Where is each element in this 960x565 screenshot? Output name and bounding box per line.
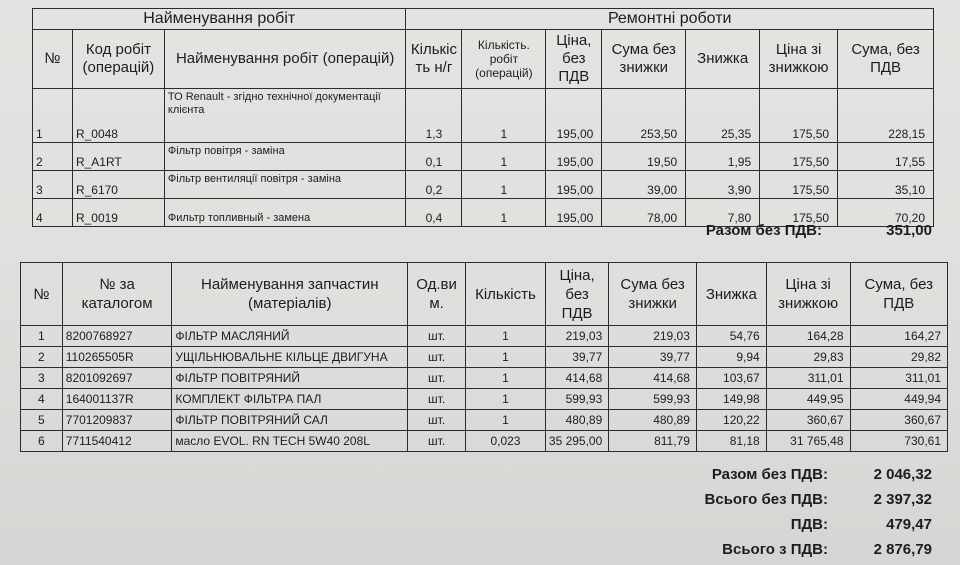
discounted-price: 175,50 bbox=[760, 171, 838, 199]
total-without-vat: 360,67 bbox=[850, 410, 947, 431]
sum-without-discount: 78,00 bbox=[602, 199, 686, 227]
work-total-label: Разом без ПДВ: bbox=[705, 222, 822, 239]
col-header: Ціна зі знижкою bbox=[760, 30, 838, 89]
row-number: 2 bbox=[21, 347, 63, 368]
col-header: Од.ви м. bbox=[408, 263, 466, 326]
part-name: ФІЛЬТР МАСЛЯНИЙ bbox=[172, 326, 408, 347]
unit: шт. bbox=[408, 410, 466, 431]
quantity: 1 bbox=[462, 199, 546, 227]
part-name: КОМПЛЕКТ ФІЛЬТРА ПАЛ bbox=[172, 389, 408, 410]
operation-code: R_A1RT bbox=[72, 143, 164, 171]
col-header: Ціна, без ПДВ bbox=[546, 30, 602, 89]
catalog-number: 8200768927 bbox=[62, 326, 172, 347]
catalog-number: 110265505R bbox=[62, 347, 172, 368]
discounted-price: 175,50 bbox=[760, 199, 838, 227]
table-row bbox=[21, 347, 948, 368]
operation-name: Фильтр топливный - замена bbox=[164, 199, 406, 227]
table-row bbox=[33, 143, 934, 171]
vat-label: ПДВ: bbox=[790, 516, 828, 533]
col-header: № за каталогом bbox=[62, 263, 172, 326]
unit: шт. bbox=[408, 389, 466, 410]
row-number: 4 bbox=[21, 389, 63, 410]
quantity: 1 bbox=[466, 347, 546, 368]
discount: 54,76 bbox=[696, 326, 766, 347]
col-header: Найменування запчастин (матеріалів) bbox=[172, 263, 408, 326]
table-row bbox=[33, 89, 934, 143]
operation-code: R_6170 bbox=[72, 171, 164, 199]
discount: 81,18 bbox=[696, 431, 766, 452]
sum-without-discount: 414,68 bbox=[609, 368, 697, 389]
col-header: Кількість bbox=[466, 263, 546, 326]
catalog-number: 164001137R bbox=[62, 389, 172, 410]
total-without-vat: 449,94 bbox=[850, 389, 947, 410]
discounted-price: 29,83 bbox=[766, 347, 850, 368]
col-header: Знижка bbox=[696, 263, 766, 326]
price: 414,68 bbox=[545, 368, 608, 389]
table-row bbox=[21, 410, 948, 431]
unit: шт. bbox=[408, 347, 466, 368]
total-without-vat: 70,20 bbox=[838, 199, 934, 227]
price: 219,03 bbox=[545, 326, 608, 347]
discount: 25,35 bbox=[686, 89, 760, 143]
norm-hours: 0,1 bbox=[406, 143, 462, 171]
col-header: № bbox=[33, 30, 73, 89]
work-group-header: Найменування робіт bbox=[33, 9, 406, 30]
sum-without-discount: 39,00 bbox=[602, 171, 686, 199]
parts-column-header-row bbox=[21, 263, 948, 326]
part-name: ФІЛЬТР ПОВІТРЯНИЙ САЛ bbox=[172, 410, 408, 431]
total-without-vat-label: Всього без ПДВ: bbox=[704, 491, 828, 508]
price: 195,00 bbox=[546, 171, 602, 199]
discounted-price: 360,67 bbox=[766, 410, 850, 431]
vat-value: 479,47 bbox=[886, 516, 932, 533]
price: 195,00 bbox=[546, 89, 602, 143]
norm-hours: 0,4 bbox=[406, 199, 462, 227]
row-number: 5 bbox=[21, 410, 63, 431]
work-group-header-row bbox=[33, 9, 934, 30]
total-with-vat-label: Всього з ПДВ: bbox=[722, 541, 828, 558]
catalog-number: 7711540412 bbox=[62, 431, 172, 452]
operation-code: R_0048 bbox=[72, 89, 164, 143]
unit: шт. bbox=[408, 326, 466, 347]
norm-hours: 1,3 bbox=[406, 89, 462, 143]
total-without-vat: 228,15 bbox=[838, 89, 934, 143]
sum-without-discount: 19,50 bbox=[602, 143, 686, 171]
discount: 149,98 bbox=[696, 389, 766, 410]
discount: 1,95 bbox=[686, 143, 760, 171]
discounted-price: 164,28 bbox=[766, 326, 850, 347]
work-table bbox=[32, 8, 934, 227]
price: 195,00 bbox=[546, 143, 602, 171]
col-header: Сума, без ПДВ bbox=[838, 30, 934, 89]
quantity: 0,023 bbox=[466, 431, 546, 452]
quantity: 1 bbox=[462, 171, 546, 199]
col-header: Кількіс ть н/г bbox=[406, 30, 462, 89]
row-number: 6 bbox=[21, 431, 63, 452]
sum-without-discount: 253,50 bbox=[602, 89, 686, 143]
table-row bbox=[21, 368, 948, 389]
repair-group-header: Ремонтні роботи bbox=[406, 9, 934, 30]
sum-without-discount: 480,89 bbox=[609, 410, 697, 431]
parts-subtotal-label: Разом без ПДВ: bbox=[711, 466, 828, 483]
price: 195,00 bbox=[546, 199, 602, 227]
table-row bbox=[21, 431, 948, 452]
price: 35 295,00 bbox=[545, 431, 608, 452]
sum-without-discount: 39,77 bbox=[609, 347, 697, 368]
norm-hours: 0,2 bbox=[406, 171, 462, 199]
quantity: 1 bbox=[466, 326, 546, 347]
total-without-vat: 29,82 bbox=[850, 347, 947, 368]
price: 39,77 bbox=[545, 347, 608, 368]
discounted-price: 311,01 bbox=[766, 368, 850, 389]
table-row bbox=[21, 389, 948, 410]
sum-without-discount: 811,79 bbox=[609, 431, 697, 452]
parts-subtotal-value: 2 046,32 bbox=[873, 466, 932, 483]
discounted-price: 449,95 bbox=[766, 389, 850, 410]
row-number: 3 bbox=[33, 171, 73, 199]
part-name: ФІЛЬТР ПОВІТРЯНИЙ bbox=[172, 368, 408, 389]
operation-name: ТО Renault - згідно технічної документації клієнта bbox=[164, 89, 406, 143]
price: 599,93 bbox=[545, 389, 608, 410]
quantity: 1 bbox=[466, 410, 546, 431]
part-name: масло EVOL. RN TECH 5W40 208L bbox=[172, 431, 408, 452]
catalog-number: 7701209837 bbox=[62, 410, 172, 431]
row-number: 2 bbox=[33, 143, 73, 171]
unit: шт. bbox=[408, 431, 466, 452]
row-number: 4 bbox=[33, 199, 73, 227]
operation-name: Фільтр повітря - заміна bbox=[164, 143, 406, 171]
work-column-header-row bbox=[33, 30, 934, 89]
col-header: Ціна, без ПДВ bbox=[545, 263, 608, 326]
quantity: 1 bbox=[462, 143, 546, 171]
discount: 120,22 bbox=[696, 410, 766, 431]
col-header: Кількість. робіт (операцій) bbox=[462, 30, 546, 89]
total-with-vat-value: 2 876,79 bbox=[873, 541, 932, 558]
col-header: Сума без знижки bbox=[609, 263, 697, 326]
col-header: Сума, без ПДВ bbox=[850, 263, 947, 326]
operation-code: R_0019 bbox=[72, 199, 164, 227]
sum-without-discount: 599,93 bbox=[609, 389, 697, 410]
unit: шт. bbox=[408, 368, 466, 389]
row-number: 1 bbox=[21, 326, 63, 347]
total-without-vat: 164,27 bbox=[850, 326, 947, 347]
table-row bbox=[33, 171, 934, 199]
discount: 9,94 bbox=[696, 347, 766, 368]
catalog-number: 8201092697 bbox=[62, 368, 172, 389]
discount: 7,80 bbox=[686, 199, 760, 227]
total-without-vat: 35,10 bbox=[838, 171, 934, 199]
price: 480,89 bbox=[545, 410, 608, 431]
discount: 3,90 bbox=[686, 171, 760, 199]
col-header: Сума без знижки bbox=[602, 30, 686, 89]
discounted-price: 175,50 bbox=[760, 143, 838, 171]
part-name: УЩІЛЬНЮВАЛЬНЕ КІЛЬЦЕ ДВИГУНА bbox=[172, 347, 408, 368]
quantity: 1 bbox=[462, 89, 546, 143]
parts-table bbox=[20, 262, 948, 452]
discount: 103,67 bbox=[696, 368, 766, 389]
sum-without-discount: 219,03 bbox=[609, 326, 697, 347]
quantity: 1 bbox=[466, 368, 546, 389]
total-without-vat: 17,55 bbox=[838, 143, 934, 171]
col-header: Знижка bbox=[686, 30, 760, 89]
work-total-value: 351,00 bbox=[886, 222, 932, 239]
discounted-price: 175,50 bbox=[760, 89, 838, 143]
total-without-vat-value: 2 397,32 bbox=[873, 491, 932, 508]
col-header: Код робіт (операцій) bbox=[72, 30, 164, 89]
operation-name: Фільтр вентиляції повітря - заміна bbox=[164, 171, 406, 199]
row-number: 3 bbox=[21, 368, 63, 389]
row-number: 1 bbox=[33, 89, 73, 143]
table-row bbox=[21, 326, 948, 347]
col-header: № bbox=[21, 263, 63, 326]
total-without-vat: 730,61 bbox=[850, 431, 947, 452]
quantity: 1 bbox=[466, 389, 546, 410]
discounted-price: 31 765,48 bbox=[766, 431, 850, 452]
total-without-vat: 311,01 bbox=[850, 368, 947, 389]
col-header: Найменування робіт (операцій) bbox=[164, 30, 406, 89]
col-header: Ціна зі знижкою bbox=[766, 263, 850, 326]
